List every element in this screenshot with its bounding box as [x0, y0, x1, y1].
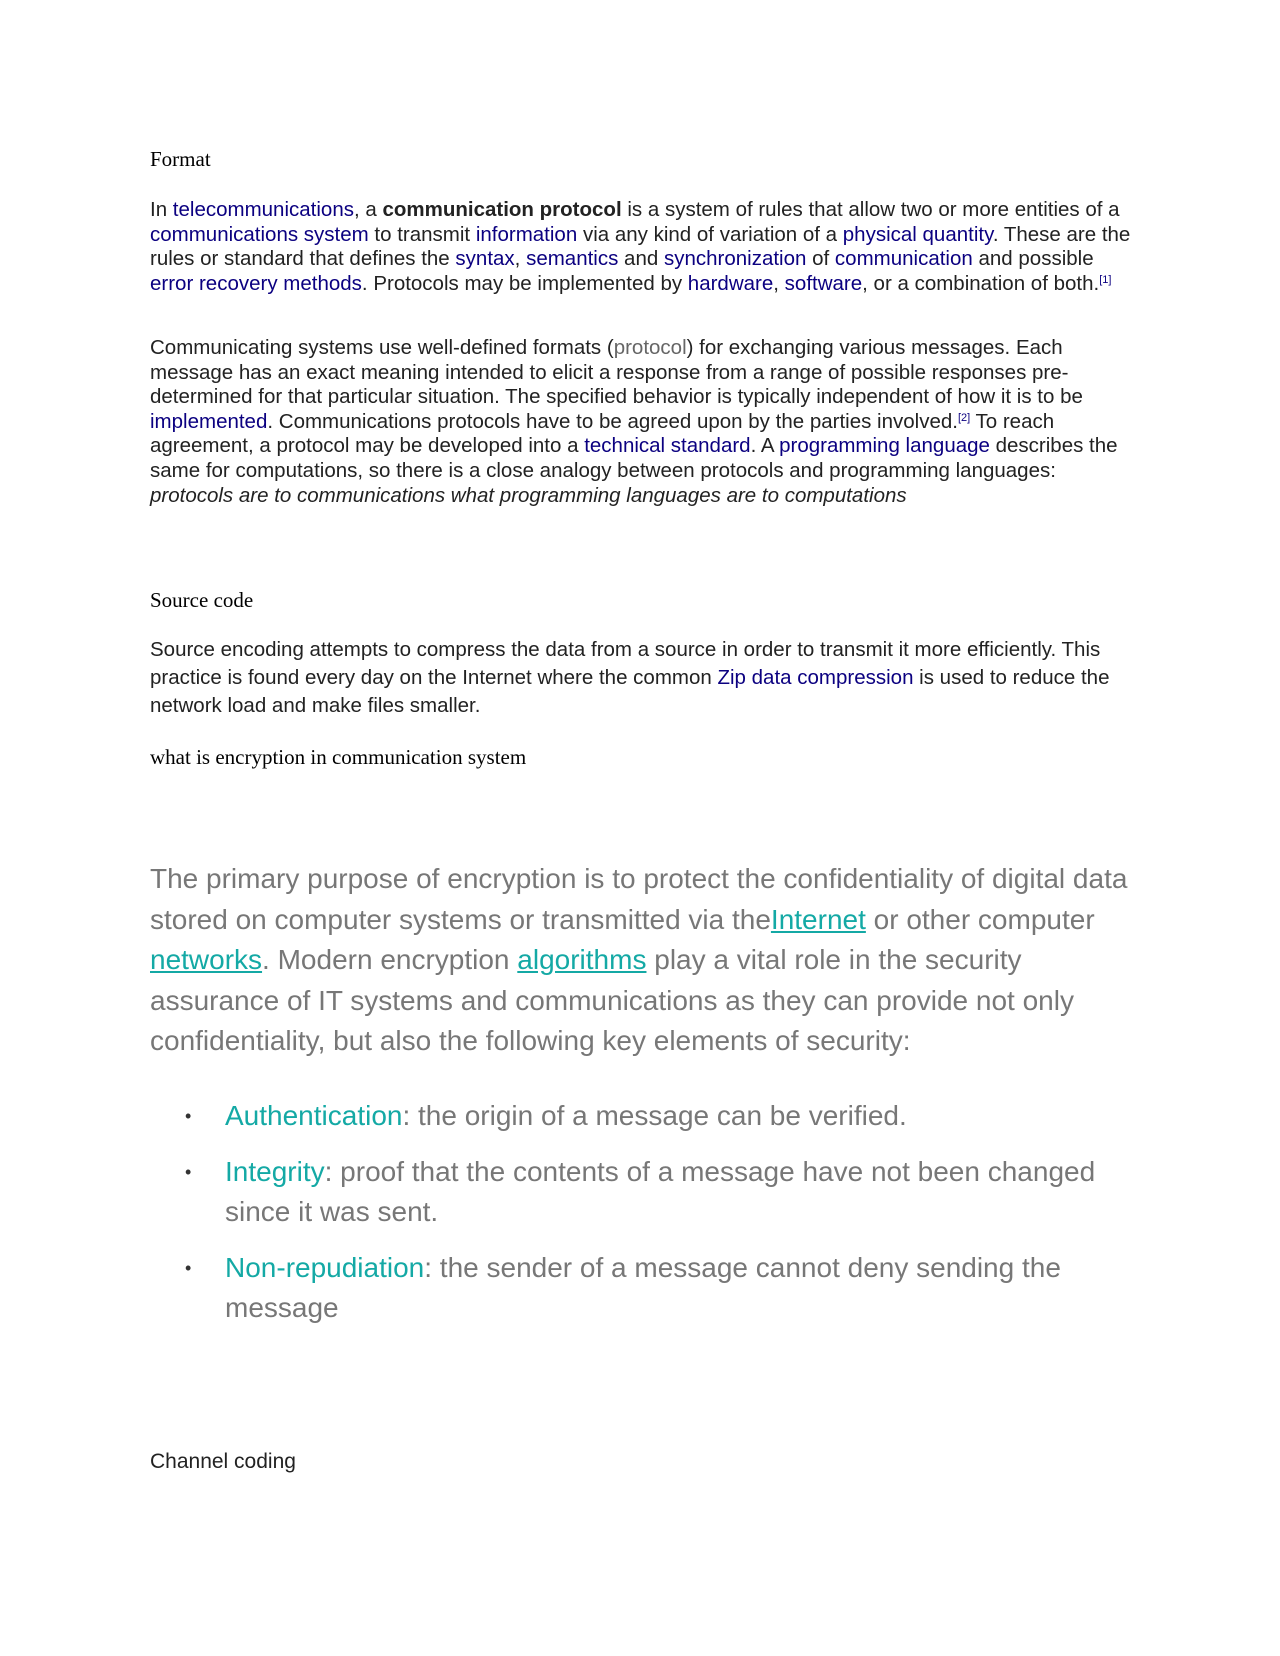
term-integrity[interactable]: Integrity [225, 1156, 325, 1187]
text: play a vital role in the security assurance of IT systems and communications as they can provide not only confidentiality, but also the following key elements of security: [150, 944, 1074, 1056]
link-programming-language[interactable]: programming language [779, 434, 990, 458]
source-code-heading: Source code [150, 588, 254, 612]
bold-term: communication protocol [382, 198, 622, 221]
channel-coding-heading: Channel coding [150, 1450, 296, 1473]
bullet-icon: • [185, 1106, 192, 1126]
text: . Communications protocols have to be agreed upon by the parties involved. [267, 409, 958, 433]
text: or other computer [865, 903, 1095, 935]
desc-authentication: : the origin of a message can be verified. [402, 1100, 907, 1131]
text: . A [750, 434, 780, 458]
paragraph-source-encoding [150, 636, 1135, 720]
text: is a system of rules that allow two or more entities of a [621, 198, 1120, 221]
paragraph-communicating-systems [150, 336, 1135, 508]
term-authentication[interactable]: Authentication [225, 1100, 403, 1131]
paragraph-encryption-purpose [150, 859, 1135, 1062]
text: . Modern encryption [262, 944, 518, 975]
security-elements-list [150, 1096, 1135, 1344]
link-communication[interactable]: communication [834, 247, 973, 271]
text: , or a combination of both. [862, 271, 1100, 295]
link-syntax[interactable]: syntax [455, 247, 515, 271]
term-non-repudiation[interactable]: Non-repudiation [225, 1252, 425, 1283]
link-internet[interactable]: Internet [770, 903, 866, 935]
bullet-icon: • [185, 1162, 192, 1182]
link-telecommunications[interactable]: telecommunications [172, 198, 354, 221]
italic-analogy: protocols are to communications what programming languages are to computations [150, 483, 907, 507]
text: ) for exchanging various messages. Each message has an exact meaning intended to elicit a response from a range of possible responses pre-determined for that particular situation. The specified behavior is typically independent of how it is to be [150, 336, 1083, 409]
text: . Protocols may be implemented by [361, 271, 688, 295]
text: is used to reduce the network load and make files smaller. [150, 666, 1110, 717]
link-error-recovery-methods[interactable]: error recovery methods [150, 271, 362, 295]
text: The primary purpose of encryption is to protect the confidentiality of digital data stored on computer systems or transmitted via the [150, 863, 1128, 935]
encryption-heading: what is encryption in communication system [150, 745, 527, 769]
link-information[interactable]: information [475, 222, 578, 246]
reference-1[interactable]: [1] [1099, 273, 1112, 286]
text: In [150, 198, 173, 221]
link-zip-data-compression[interactable]: Zip data compression [717, 666, 914, 689]
link-communications-system[interactable]: communications system [150, 222, 369, 246]
format-heading: Format [150, 147, 211, 171]
text: via any kind of variation of a [577, 222, 843, 246]
text: Source encoding attempts to compress the data from a source in order to transmit it more efficiently. This practice is found every day on the Internet where the common [150, 638, 1101, 689]
text: of [806, 247, 835, 271]
text: Communicating systems use well-defined formats ( [150, 336, 614, 359]
link-networks[interactable]: networks [150, 944, 263, 975]
list-item-authentication [150, 1096, 1135, 1136]
link-hardware[interactable]: hardware [687, 271, 774, 295]
link-technical-standard[interactable]: technical standard [584, 434, 751, 458]
paragraph-protocol-definition [150, 198, 1135, 296]
link-physical-quantity[interactable]: physical quantity [842, 222, 993, 246]
text: , [514, 247, 527, 271]
link-semantics[interactable]: semantics [526, 247, 619, 271]
text: and [618, 247, 664, 271]
desc-non-repudiation: : the sender of a message cannot deny sending the message [225, 1252, 1061, 1323]
text: . These are the rules or standard that defines the [150, 222, 1131, 271]
desc-integrity: : proof that the contents of a message have not been changed since it was sent. [225, 1156, 1096, 1227]
text: describes the same for computations, so there is a close analogy between protocols and programming languages: [150, 434, 1118, 482]
link-protocol[interactable]: protocol [613, 336, 687, 359]
link-implemented[interactable]: implemented [150, 409, 268, 433]
bullet-icon: • [185, 1258, 192, 1278]
reference-2[interactable]: [2] [957, 411, 971, 424]
link-synchronization[interactable]: synchronization [663, 247, 807, 271]
list-item-non-repudiation [150, 1248, 1135, 1328]
link-algorithms[interactable]: algorithms [517, 944, 647, 975]
text: , [773, 271, 785, 295]
link-software[interactable]: software [784, 271, 863, 295]
list-item-integrity [150, 1152, 1135, 1232]
text: , a [353, 198, 383, 221]
text: To reach agreement, a protocol may be developed into a [150, 409, 1055, 458]
text: and possible [972, 247, 1094, 271]
text: to transmit [368, 222, 476, 246]
